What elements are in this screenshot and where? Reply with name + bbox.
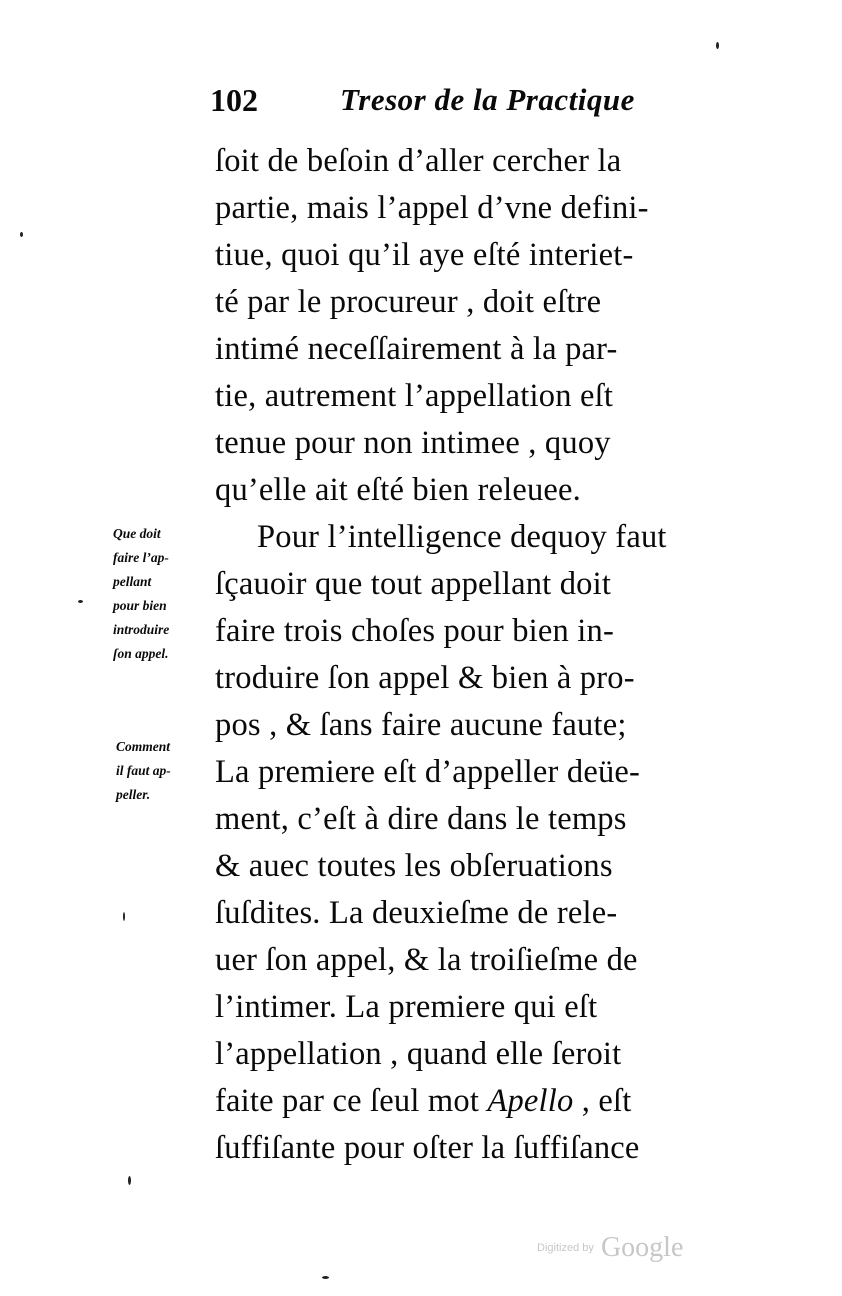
- text-line: l’intimer. La premiere qui eſt: [215, 989, 598, 1025]
- margin-note-line: pellant: [113, 574, 152, 589]
- margin-note-line: ſon appel.: [113, 646, 169, 661]
- margin-note-line: introduire: [113, 622, 170, 637]
- text-line: té par le procureur , doit eſtre: [215, 284, 602, 320]
- text-line: ſçauoir que tout appellant doit: [215, 566, 612, 602]
- text-segment: faite par ce ſeul mot: [215, 1083, 488, 1119]
- margin-note-line: Que doit: [113, 526, 161, 541]
- text-line: pos , & ſans faire aucune faute;: [215, 707, 627, 743]
- margin-note-line: Comment: [116, 739, 171, 754]
- ink-speck: [78, 600, 83, 603]
- margin-note-line: faire l’ap-: [113, 550, 169, 565]
- text-line: intimé neceſſairement à la par-: [215, 331, 618, 367]
- text-line: ſuſdites. La deuxieſme de rele-: [215, 895, 618, 931]
- paragraph-start-line: Pour l’intelligence dequoy faut: [257, 519, 667, 555]
- margin-note-appeal: [116, 735, 171, 807]
- page-number: 102: [210, 82, 258, 118]
- text-line: tie, autrement l’appellation eſt: [215, 378, 614, 414]
- digitized-label: Digitized by: [537, 1242, 594, 1254]
- body-text: [215, 138, 775, 1172]
- text-line: & auec toutes les obſeruations: [215, 848, 613, 884]
- text-line: faire trois choſes pour bien in-: [215, 613, 614, 649]
- text-line: partie, mais l’appel d’vne defini-: [215, 190, 649, 226]
- text-line: ment, c’eſt à dire dans le temps: [215, 801, 627, 837]
- margin-note-line: il faut ap-: [116, 763, 171, 778]
- google-wordmark: Google: [600, 1232, 684, 1263]
- ink-speck: [128, 1176, 131, 1185]
- ink-speck: [322, 1276, 329, 1279]
- text-line: uer ſon appel, & la troiſieſme de: [215, 942, 638, 978]
- running-title: Tresor de la Practique: [340, 82, 635, 117]
- text-line: tenue pour non intimee , quoy: [215, 425, 611, 461]
- text-line: ſoit de beſoin d’aller cercher la: [215, 143, 622, 179]
- text-segment: , eſt: [573, 1083, 632, 1119]
- text-line: qu’elle ait eſté bien releuee.: [215, 472, 582, 508]
- margin-note-appellant: [113, 522, 169, 666]
- text-line: troduire ſon appel & bien à pro-: [215, 660, 635, 696]
- latin-word: Apello: [487, 1083, 574, 1119]
- ink-speck: [20, 232, 23, 237]
- text-line-with-italic: [215, 1078, 775, 1125]
- text-line: l’appellation , quand elle ſeroit: [215, 1036, 622, 1072]
- ink-speck: [123, 912, 125, 921]
- margin-note-line: peller.: [116, 787, 151, 802]
- margin-note-line: pour bien: [113, 598, 167, 613]
- text-line: ſuffiſante pour oſter la ſuffiſance: [215, 1130, 640, 1166]
- ink-speck: [716, 42, 719, 49]
- text-line: La premiere eſt d’appeller deüe-: [215, 754, 641, 790]
- digitized-by-watermark: [537, 1232, 683, 1264]
- text-line: tiue, quoi qu’il aye eſté interiet-: [215, 237, 634, 273]
- page-header: [210, 82, 680, 134]
